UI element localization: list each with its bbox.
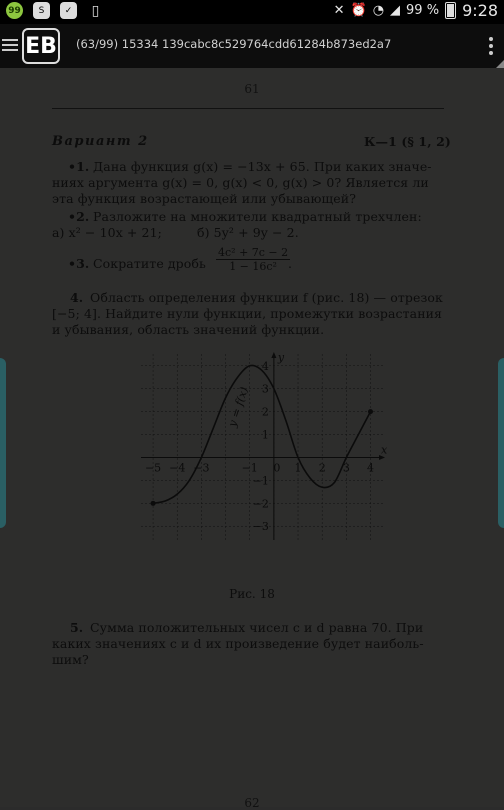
document-title: (63/99) 15334 139cabc8c529764cdd61284b873ed2a7 (76, 37, 392, 51)
phone-icon: ▯ (91, 2, 100, 19)
task-number: 4. (70, 290, 84, 305)
fraction-tail: . (288, 256, 293, 271)
page-edge-left (0, 358, 6, 528)
task-text: Сократите дробь (93, 256, 206, 271)
x-tick-label: −1 (241, 461, 258, 475)
task-text: эта функция возрастающей или убывающей? (52, 191, 356, 206)
page-divider (52, 108, 444, 109)
wifi-icon: ◔ (372, 3, 385, 18)
task-number: •2. (68, 209, 90, 224)
battery-percent: 99 % (406, 3, 440, 18)
fraction-denominator: 1 − 16c² (229, 260, 277, 273)
x-tick-label: 1 (294, 461, 302, 475)
system-icons (334, 1, 498, 20)
x-tick-label: 3 (342, 461, 350, 475)
x-tick-label: 4 (367, 461, 375, 475)
y-tick-label: −1 (252, 474, 269, 488)
y-tick-label: 3 (261, 382, 269, 396)
task-text: [−5; 4]. Найдите нули функции, промежутки возрастания (52, 306, 443, 321)
task-text: ниях аргумента g(x) = 0, g(x) < 0, g(x) > 0? Является ли (52, 175, 429, 190)
task-number: 5. (70, 620, 84, 635)
y-tick-label: 1 (261, 428, 269, 442)
y-tick-label: 2 (261, 405, 269, 419)
hamburger-menu-button[interactable] (2, 36, 18, 54)
corner-indicator-icon (496, 60, 504, 68)
x-tick-label: −4 (169, 461, 186, 475)
page-number-bottom: 62 (244, 796, 260, 810)
task-text: и убывания, область значений функции. (52, 322, 325, 337)
task-number: •1. (68, 159, 90, 174)
task-text: шим? (52, 652, 89, 667)
function-graph (135, 346, 395, 546)
app-logo[interactable]: EB (22, 28, 60, 64)
overflow-menu-button[interactable] (488, 34, 494, 60)
curve-endpoint-right (368, 409, 373, 414)
y-axis-label: y (277, 351, 285, 364)
battery-icon (445, 2, 456, 19)
fraction (216, 246, 293, 273)
test-reference: К—1 (§ 1, 2) (364, 134, 451, 149)
shazam-icon: S (33, 2, 50, 19)
task-text: Дана функция g(x) = −13x + 65. При каких значе- (93, 159, 432, 174)
x-tick-label: 2 (318, 461, 326, 475)
variant-heading: Вариант 2 (52, 134, 149, 149)
alarm-icon: ⏰ (350, 3, 367, 18)
status-bar (0, 0, 504, 24)
figure-caption: Рис. 18 (229, 587, 275, 601)
mute-icon: ✕ (333, 3, 345, 18)
x-tick-label: −5 (144, 461, 162, 475)
y-tick-label: −2 (252, 497, 269, 511)
notification-icons (6, 2, 104, 19)
page-number-top: 61 (244, 82, 260, 96)
task-option-b: б) 5y² + 9y − 2. (197, 225, 299, 240)
task-option-a: а) x² − 10x + 21; (52, 225, 162, 240)
signal-icon: ◢ (390, 3, 401, 18)
task-number: •3. (68, 256, 90, 271)
x-axis-label: x (381, 443, 388, 457)
check-icon: ✓ (60, 2, 77, 19)
x-tick-label: 0 (273, 461, 281, 475)
clock: 9:28 (462, 1, 498, 20)
task-text: Область определения функции f (рис. 18) — отрезок (90, 290, 443, 305)
task-text: Разложите на множители квадратный трехчлен: (93, 209, 422, 224)
task-text: каких значениях c и d их произведение будет наиболь- (52, 636, 424, 651)
y-tick-label: −3 (252, 520, 269, 534)
curve-label: y = f(x) (225, 385, 251, 429)
curve-endpoint-left (151, 501, 156, 506)
app-toolbar (0, 24, 504, 68)
x-tick-label: −3 (193, 461, 210, 475)
document-page[interactable] (0, 68, 504, 810)
y-axis-arrow (271, 352, 276, 358)
task-text: Сумма положительных чисел c и d равна 70. При (90, 620, 424, 635)
page-edge-right (498, 358, 504, 528)
y-tick-label: 4 (261, 359, 269, 373)
fraction-numerator: 4c² + 7c − 2 (218, 246, 289, 259)
notification-badge-icon: 99 (6, 2, 23, 19)
